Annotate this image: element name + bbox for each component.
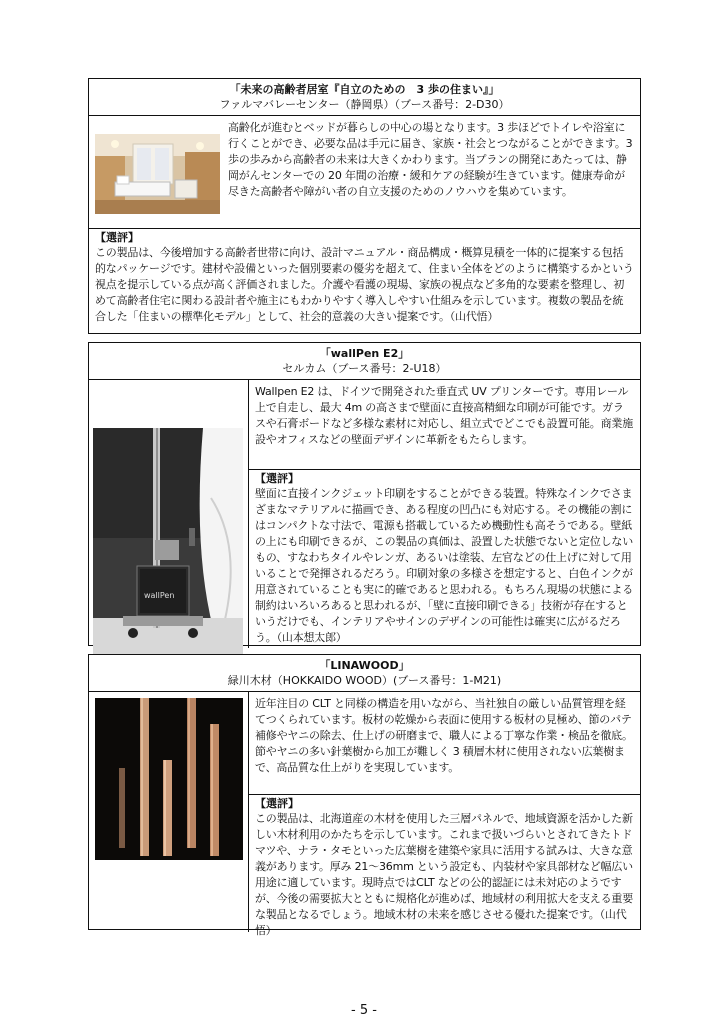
entry-card [88, 342, 641, 646]
entry-title: 「wallPen E2」 [319, 347, 410, 360]
selection-label: 【選評】 [255, 472, 299, 485]
entry-header [89, 79, 640, 116]
entry-card [88, 78, 641, 334]
selection-text: この製品は、今後増加する高齢者世帯に向け、設計マニュアル・商品構成・概算見積を一体的に提案する包括的なパッケージです。建材や設備といった個別要素の優劣を超えて、住まい全体をどのように構築するかという視点を提示している点が高く評価されました。介護や看護の現場、家族の視点など多角的な要素を整理し、初めて高齢者住宅に関わる設計者や施主にもわかりやすく導入しやすい仕組みを示しています。複数の製品を統合した「住まいの標準化モデル」として、社会的意義の大きい提案です。（山代悟） [95, 246, 634, 323]
entry-subtitle: セルカム（ブース番号：2-U18） [282, 362, 447, 375]
selection-text: この製品は、北海道産の木材を使用した三層パネルで、地域資源を活かした新しい木材利用のかたちを示しています。これまで扱いづらいとされてきたトドマツや、ナラ・タモといった広葉樹を建築や家具に活用する試みは、大きな意義があります。厚み 21～36mm という設定も、内装材や家具部材など幅広い用途に適しています。現時点ではCLT などの公的認証には未対応のようですが、今後の需要拡大とともに規格化が進めば、地域材の利用拡大を支える重要な製品となるでしょう。地域木材の未来を感じさせる優れた提案です。（山代悟） [255, 812, 633, 937]
entry-description: 近年注目の CLT と同様の構造を用いながら、当社独自の厳しい品質管理を経てつくられています。板材の乾燥から表面に使用する板材の見極め、節のパテ補修やヤニの除去、仕上げの研磨まで、職人による丁寧な作業・検品を徹底。節やヤニの多い針葉樹から加工が難しく 3 積層木材に使用されない広葉樹まで、高品質な仕上がりを実現しています。 [249, 692, 640, 795]
page-number: - 5 - [351, 1003, 377, 1018]
entry-card [88, 654, 641, 937]
entry-subtitle: 緑川木材（HOKKAIDO WOOD）(ブース番号：1-M21) [227, 674, 502, 687]
entry-header [89, 655, 640, 692]
entry-header [89, 343, 640, 380]
elderly-room-photo [95, 134, 220, 214]
entry-subtitle: ファルマバレーセンター（静岡県）（ブース番号：2-D30） [219, 98, 510, 111]
wood-panels-photo [95, 698, 243, 860]
wallpen-printer-photo [93, 428, 243, 660]
entry-title: 「LINAWOOD」 [319, 659, 410, 672]
entry-description: Wallpen E2 は、ドイツで開発された垂直式 UV プリンターです。専用レール上で自走し、最大 4m の高さまで壁面に直接高精細な印刷が可能です。ガラスや石膏ボードなど多様な素材に対応し、組立式でどこでも設置可能。商業施設やオフィスなどの壁面デザインに革新をもたらします。 [249, 380, 640, 470]
device-label: wallPen [144, 591, 175, 600]
selection-text: 壁面に直接インクジェット印刷をすることができる装置。特殊なインクでさまざまなマテリアルに描画でき、ある程度の凹凸にも対応する。その機能の割にはコンパクトな寸法で、電源も搭載しているため機動性も高そうである。壁紙の上にも印刷できるが、この製品の真価は、設置した状態でないと定位しないもの、すなわちタイルやレンガ、あるいは塗装、左官などの仕上げに対して用いることで発揮されるだろう。印刷対象の多様さを想定すると、白色インクが用意されていることも実に的確であると思われる。もちろん現場の状態による制約はいろいろあると思われるが、「壁に直接印刷できる」技術が存在するというだけでも、インテリアやサインのデザインの可能性は確実に広がるだろう。（山本想太郎） [255, 487, 633, 644]
selection-label: 【選評】 [95, 231, 139, 244]
entry-title: 「未来の高齢者居室『自立のための 3 歩の住まい』」 [229, 83, 500, 96]
selection-label: 【選評】 [255, 797, 299, 810]
entry-description: 高齢化が進むとベッドが暮らしの中心の場となります。3 歩ほどでトイレや浴室に行くことができ、必要な品は手元に届き、家族・社会とつながることができます。3 歩の歩みから高齢者の未来は大きくかわります。当プランの開発にあたっては、静岡がんセンターでの 20 年間の治療・緩和ケアの経験が生きています。健康寿命が尽きた高齢者や障がい者の自立支援のためのノウハウを集めています。 [228, 121, 633, 198]
